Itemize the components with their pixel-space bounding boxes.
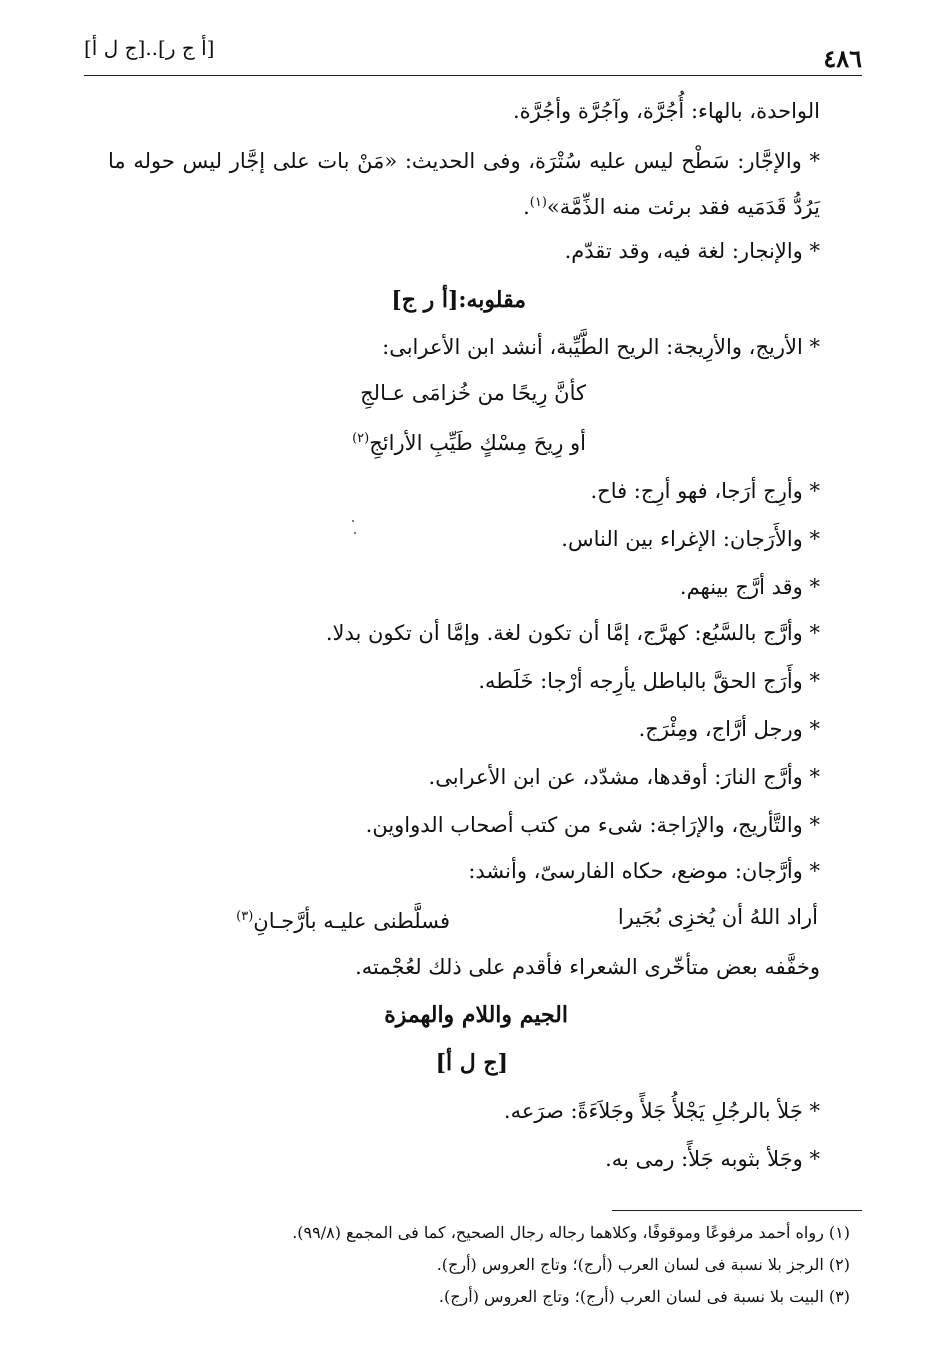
footnote-marker: (١) — [529, 195, 547, 210]
text-line: * والإنجار: لغة فيه، وقد تقدّم. — [564, 239, 820, 263]
footnote: (٢) الرجز بلا نسبة فى لسان العرب (أرج)؛ وتاج العروس (أرج). — [436, 1255, 850, 1274]
text-line: * وأرَّجان: موضع، حكاه الفارسىّ، وأنشد: — [468, 859, 820, 883]
text-line: * والتَّأريج، والإرَاجة: شىء من كتب أصحاب الدواوين. — [365, 813, 820, 837]
text-line: * وأرَّج النارَ: أوقدها، مشدّد، عن ابن الأعرابى. — [428, 765, 820, 789]
text-line: * والأَرَجان: الإغراء بين الناس. — [561, 527, 820, 551]
line-end: . — [523, 195, 530, 219]
text-line — [523, 186, 820, 224]
text-line: * والإجَّار: سَطْح ليس عليه سُتْرَة، وفى الحديث: «مَنْ بات على إجَّار ليس حوله ما — [108, 149, 820, 173]
footnote-marker: (٣) — [236, 909, 254, 924]
text-line: وخفَّفه بعض متأخّرى الشعراء فأقدم على ذلك لعُجْمته. — [355, 955, 820, 979]
verse-hemistich — [236, 900, 450, 938]
text-line: * وأَرَج الحقَّ بالباطل يأرِجه أرْجا: خَلَطه. — [478, 669, 820, 693]
footnote: (١) رواه أحمد مرفوعًا وموقوفًا، وكلاهما رجاله رجال الصحيح، كما فى المجمع (٩٩/٨). — [292, 1223, 850, 1242]
page-header — [84, 24, 862, 76]
text-line: * وأرَّج بالسَّبُع: كهرَّج، إمَّا أن تكون لغة. وإمَّا أن تكون بدلا. — [325, 621, 820, 645]
text-line: * وقد أرَّج بينهم. — [679, 575, 820, 599]
paper-speck — [354, 532, 356, 534]
footnote-rule — [612, 1210, 862, 1211]
header-rule — [84, 75, 862, 76]
text-line: * وأرِج أرَجا، فهو أرِج: فاح. — [590, 479, 820, 503]
section-heading: مقلوبه:[أ ر ج] — [391, 287, 526, 313]
paper-speck — [352, 520, 354, 522]
line-text: يَرُدُّ قَدَمَيه فقد برئت منه الذِّمَّة» — [546, 195, 820, 219]
header-root-range: [أ ج ر]..[ج ل أ] — [84, 36, 215, 60]
text-line: * الأريج، والأرِيجة: الريح الطَّيِّبة، أنشد ابن الأعرابى: — [382, 335, 820, 359]
verse-line — [352, 422, 586, 460]
verse-hemistich: أراد اللهُ أن يُخزِى بُجَيرا — [617, 905, 818, 929]
verse-text: أو رِيحَ مِسْكٍ طَيِّبِ الأرائجِ — [369, 431, 586, 455]
chapter-heading: الجيم واللام والهمزة — [384, 1002, 568, 1028]
verse-text: فسلَّطنى عليـه بأرَّجـانِ — [253, 909, 450, 933]
text-line: الواحدة، بالهاء: أُجُرَّة، وآجُرَّة وأجُرَّة. — [512, 99, 820, 123]
text-line: * ورجل أرَّاج، ومِئْرَج. — [638, 717, 820, 741]
footnote-marker: (٢) — [352, 431, 370, 446]
footnote: (٣) البيت بلا نسبة فى لسان العرب (أرج)؛ وتاج العروس (أرج). — [438, 1287, 850, 1306]
verse-line: كأنَّ رِيحًا من خُزامَى عـالجِ — [360, 381, 586, 405]
page-number: ٤٨٦ — [823, 44, 862, 73]
text-line: * وجَلأ بثوبه جَلأً: رمى به. — [605, 1147, 820, 1171]
text-line: * جَلأ بالرجُلِ يَجْلأُ جَلأً وجَلاَءَةً: صرَعه. — [503, 1099, 820, 1123]
root-heading: [ج ل أ] — [435, 1050, 508, 1076]
